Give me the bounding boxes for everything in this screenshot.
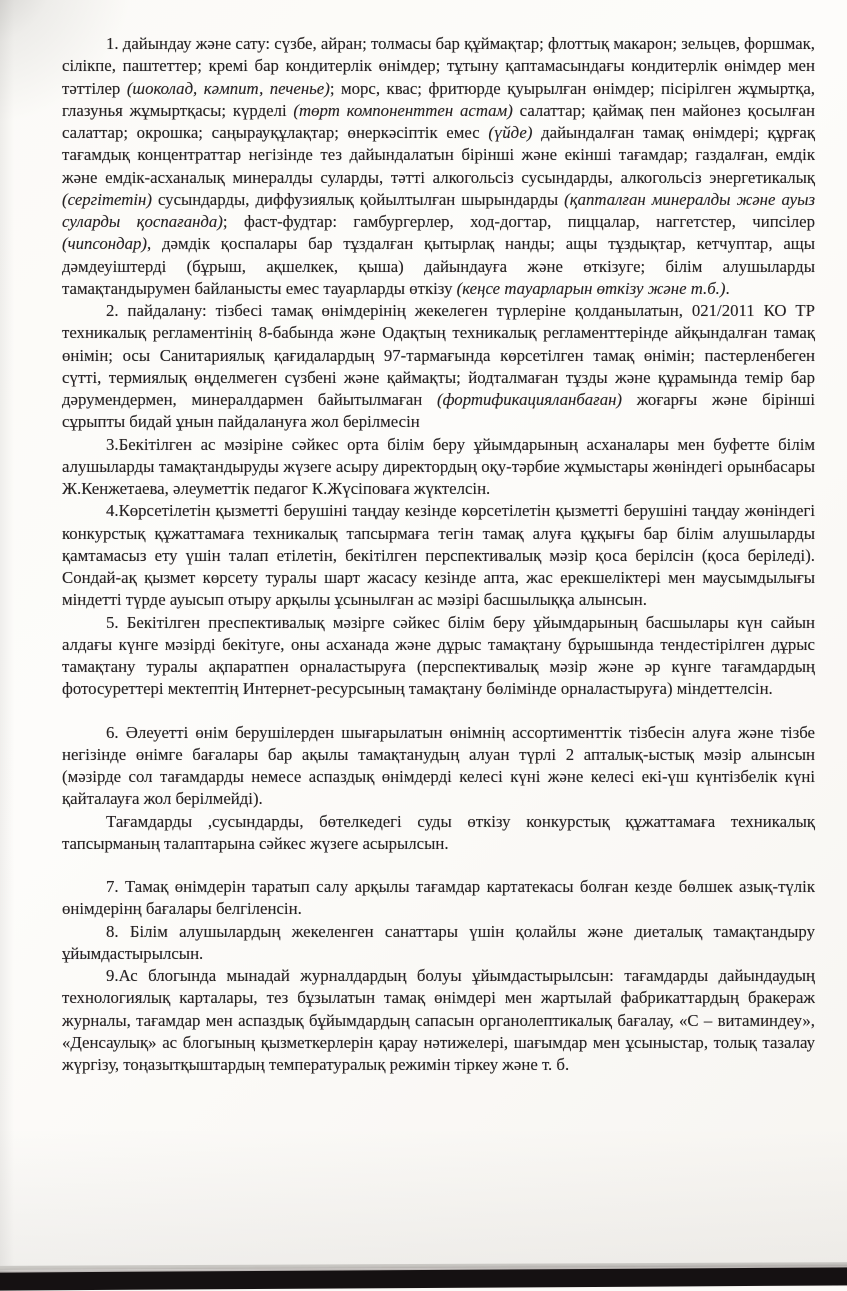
text-segment: 9.Ас блогында мынадай журналдардың болуы ұйымдастырылсын: тағамдарды дайындаудың технологиялық карталары, тез бұзылатын тамақ өнімдері мен жартылай фабрикаттардың бракераж журналы, тағамдар мен аспаздық бұйымдардың сапасын органолептикалық бағалау, «С – витаминдеу», «Денсаулық» ас блогының қызметкерлерін қарау нәтижелері, шағымдар мен ұсыныстар, толық тазалау жүргізу, тоңазытқыштардың температуралық режимін тіркеу және т. б.	[62, 966, 815, 1074]
italic-text-segment: (сергітетін)	[62, 189, 152, 209]
paragraph	[62, 33, 815, 300]
text-segment: 1. дайындау және сату: сүзбе, айран; толмасы бар құймақтар; флоттық макарон; зельцев, форшмак, сілікпе, паштеттер; кремі бар кондитерлік өнімдер; тұтыну қаптамасындағы кондитерлік өнімдер мен тәттілер	[62, 34, 815, 98]
paragraph	[62, 434, 815, 501]
italic-text-segment: (фортификацияланбаған)	[437, 390, 623, 409]
paragraph	[62, 722, 815, 811]
text-segment: жоғарғы және бірінші сұрыпты бидай ұнын пайдалануға жол берілмесін	[62, 390, 815, 432]
italic-text-segment: (кеңсе тауарларын өткізу және т.б.)	[456, 278, 726, 298]
italic-text-segment: (төрт компоненттен астам)	[293, 100, 513, 120]
text-segment: 3.Бекітілген ас мәзіріне сәйкес орта білім беру ұйымдарының асханалары мен буфетте білім алушыларды тамақтандыруды жүзеге асыру директордың оқу-тәрбие жұмыстары жөніндегі орынбасары Ж.Кенжетаева, әлеуметтік педагог К.Жүсіповаға жүктелсін.	[62, 434, 815, 498]
italic-text-segment: (шоколад, кәмпит, печенье)	[126, 78, 330, 98]
paragraph	[62, 811, 815, 856]
text-segment: Тағамдарды ,сусындарды, бөтелкедегі суды өткізу конкурстық құжаттамаға техникалық тапсырманың талаптарына сәйкес жүзеге асырылсын.	[62, 811, 815, 853]
text-segment: 8. Білім алушылардың жекеленген санаттары үшін қолайлы және диеталық тамақтандыру ұйымдастырылсын.	[62, 921, 815, 963]
text-segment: 5. Бекітілген преспективалық мәзірге сәйкес білім беру ұйымдарының басшылары күн сайын алдағы күнге мәзірді бекітуге, оны асханада және дұрыс тамақтану бұрышында тендестірілген дұрыс тамақтану туралы ақпаратпен орналастыруға (перспективалық мәзір және әр күнге тағамдардың фотосуреттері мектептің Интернет-ресурсының тамақтану бөлімінде орналастыруға) міндеттелсін.	[62, 612, 815, 699]
text-segment: салаттар; қаймақ пен майонез қосылған салаттар; окрошка; саңырауқұлақтар; өнеркәсіптік емес	[62, 100, 815, 142]
text-segment: ; фаст-фудтар: гамбургерлер, ход-догтар, пиццалар, наггетстер, чипсілер	[222, 212, 815, 231]
paragraph	[62, 612, 815, 701]
scanner-bed-edge	[0, 1267, 847, 1290]
paragraph	[62, 500, 815, 611]
text-segment: 7. Тамақ өнімдерін таратып салу арқылы тағамдар картатекасы болған кезде бөлшек азық-түлік өнімдерінң бағалары белгіленсін.	[62, 877, 815, 919]
text-segment: .	[725, 278, 730, 298]
paragraph	[62, 965, 815, 1076]
text-segment: 4.Көрсетілетін қызметті берушіні таңдау кезінде көрсетілетін қызметті берушіні таңдау жөніндегі конкурстық құжаттамаға техникалық тапсырмаға тегін тамақ алуға құқығы бар білім алушыларды қамтамасыз ету үшін талап етілетін, бекітілген перспективалық мәзір қоса берілсін (қоса беріледі). Сондай-ақ қызмет көрсету туралы шарт жасасу кезінде апта, жас ерекшеліктері мен маусымдылығы міндетті түрде ауысып отыру арқылы ұсынылған ас мәзірі басшылыққа алынсын.	[62, 501, 815, 610]
text-segment: дайындалған тамақ өнімдері; құрғақ тағамдық концентраттар негізінде тез дайындалатын бірінші және екінші тағамдар; газдалған, емдік және емдік-асханалық минералды суларды, тәтті алкогольсіз сусындарды, алкогольсіз энергетикалық	[62, 123, 815, 187]
text-segment: 6. Әлеуетті өнім берушілерден шығарылатын өнімнің ассортименттік тізбесін алуға және тізбе негізінде өнімге бағалары бар ақылы тамақтанудың алуан түрлі 2 апталық-ыстық мәзір алынсын (мәзірде сол тағамдарды немесе аспаздық өнімдерді келесі күні және келесі екі-үш күнтізбелік күні қайталауға жол берілмейді).	[62, 722, 815, 809]
paragraph	[62, 876, 815, 921]
italic-text-segment: (қапталған минералды және ауыз суларды қоспағанда)	[62, 189, 815, 231]
text-segment: ; морс, квас; фритюрде қуырылған өнімдер; пісірілген жұмыртқа, глазунья жұмыртқасы; күрделі	[62, 78, 815, 120]
paragraph	[62, 921, 815, 966]
italic-text-segment: (үйде)	[488, 123, 533, 142]
italic-text-segment: (чипсондар)	[62, 234, 147, 254]
text-segment: сусындарды, диффузиялық қойылтылған шырындарды	[151, 189, 565, 209]
text-segment: 2. пайдалану: тізбесі тамақ өнімдерінің жекелеген түрлеріне қолданылатын, 021/2011 КО ТР техникалық регламентінің 8-бабында және Одақтың техникалық регламенттерінде айқындалған тамақ өнімін; осы Санитариялық қағидалардың 97-тармағында көрсетілген тамақ өнімін; пастерленбеген сүтті, термиялық өңделмеген сүзбені және қаймақты; йодталмаған тұзды және құрамында темір бар дәрумендермен, минералдармен байытылмаған	[62, 301, 815, 409]
document-body	[62, 33, 815, 1076]
text-segment: , дәмдік қоспалары бар тұздалған қытырлақ нанды; ащы тұздықтар, кетчуптар, ащы дәмдеуіштерді (бұрыш, ақшелкек, қыша) дайындауға және өткізуге; білім алушыларды тамақтандырумен байланысты емес тауарларды өткізу	[62, 234, 815, 298]
paragraph	[62, 300, 815, 434]
